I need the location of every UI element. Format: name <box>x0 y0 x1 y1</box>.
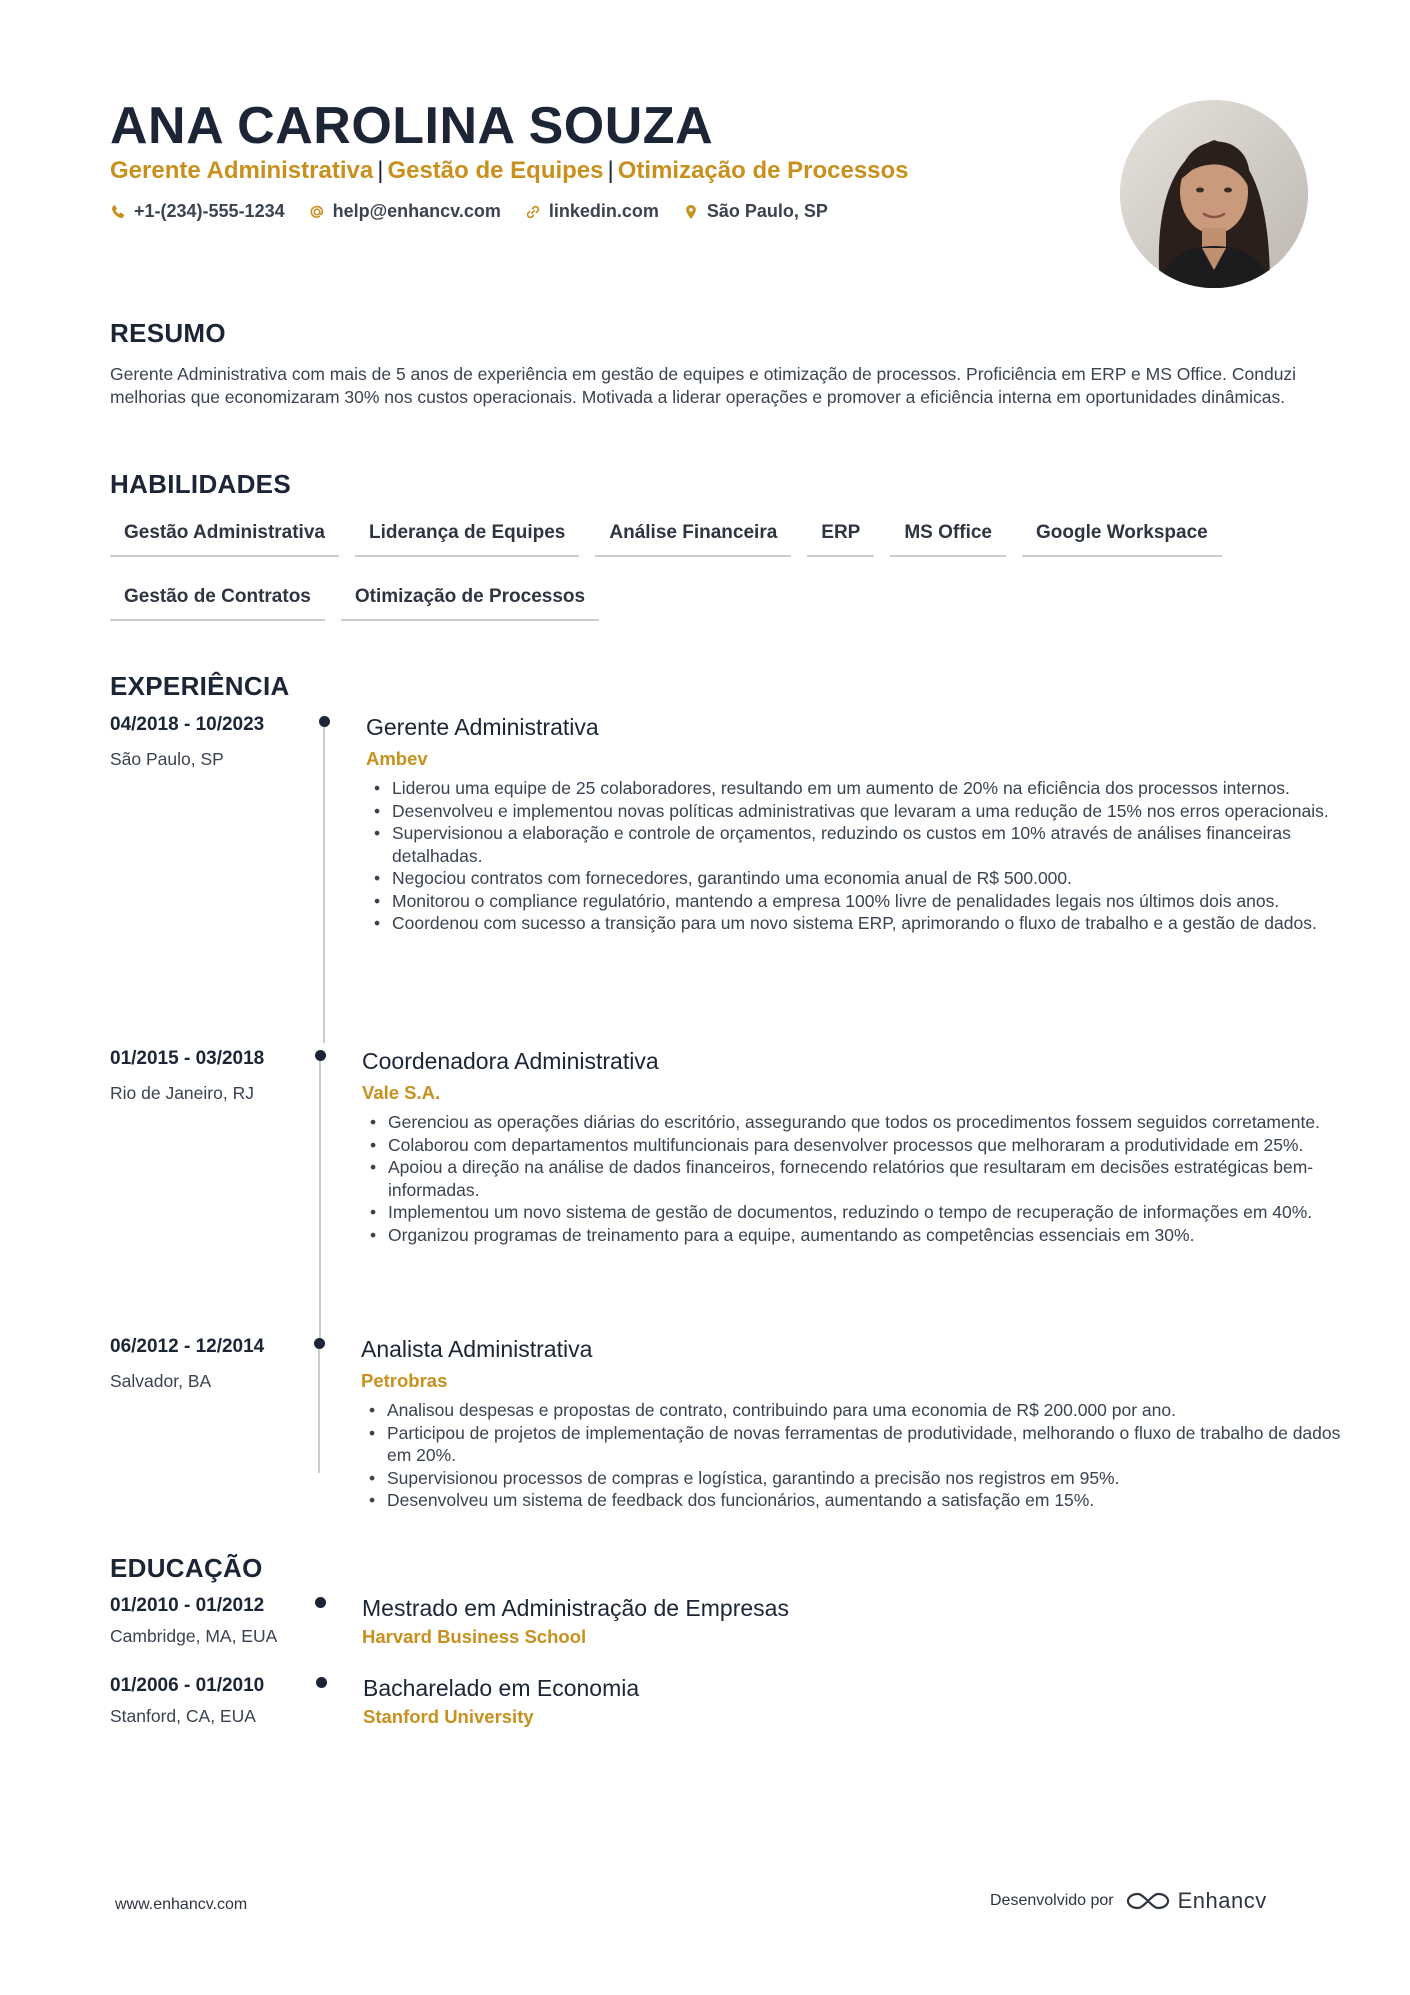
timeline-line <box>319 1061 321 1338</box>
at-sign-icon <box>309 204 325 220</box>
entry-dates: 04/2018 - 10/2023 <box>110 714 265 735</box>
skills-heading: HABILIDADES <box>110 469 291 499</box>
entry-location: Cambridge, MA, EUA <box>110 1626 278 1646</box>
bullet-item: • Gerenciou as operações diárias do escritório, assegurando que todos os procedimentos fossem seguidos corretamente. <box>362 1111 1367 1134</box>
timeline-line <box>318 1349 320 1473</box>
bullet-item: • Analisou despesas e propostas de contrato, contribuindo para uma economia de R$ 200.000 por ano. <box>361 1399 1366 1422</box>
timeline-line <box>323 727 325 1043</box>
entry-role: Coordenadora Administrativa <box>362 1048 659 1074</box>
bullet-item: • Supervisionou a elaboração e controle de orçamentos, reduzindo os custos em 10% através de análises financeiras detalhadas. <box>366 822 1371 867</box>
entry-location: Salvador, BA <box>110 1371 212 1391</box>
education-degree: Mestrado em Administração de Empresas <box>362 1595 789 1621</box>
bullet-item: • Desenvolveu e implementou novas políticas administrativas que levaram a uma redução de 15% nos erros operacionais. <box>366 800 1371 823</box>
headline-separator: | <box>607 157 614 184</box>
bullet-item: • Organizou programas de treinamento para a equipe, aumentando as competências essenciais em 30%. <box>362 1224 1367 1247</box>
headline-part: Gestão de Equipes <box>387 157 604 184</box>
skill-tag: Gestão Administrativa <box>110 516 339 557</box>
entry-bullets <box>361 1399 1366 1512</box>
footer-branding <box>990 1888 1267 1914</box>
bullet-item: • Apoiou a direção na análise de dados financeiros, fornecendo relatórios que resultaram em decisões estratégicas bem-informadas. <box>362 1156 1367 1201</box>
contact-bar <box>110 201 828 222</box>
summary-heading: RESUMO <box>110 318 226 348</box>
headline <box>110 157 909 185</box>
education-school: Harvard Business School <box>362 1626 587 1647</box>
education-degree: Bacharelado em Economia <box>363 1675 640 1701</box>
entry-role: Analista Administrativa <box>361 1336 593 1362</box>
email-text: help@enhancv.com <box>332 201 501 221</box>
timeline-dot <box>319 716 330 727</box>
entry-dates: 01/2015 - 03/2018 <box>110 1048 265 1069</box>
profile-portrait <box>1120 100 1308 288</box>
contact-email[interactable] <box>309 201 501 222</box>
entry-location: Stanford, CA, EUA <box>110 1706 256 1726</box>
bullet-item: • Negociou contratos com fornecedores, garantindo uma economia anual de R$ 500.000. <box>366 867 1371 890</box>
contact-phone[interactable] <box>110 201 285 222</box>
contact-location <box>683 201 828 222</box>
bullet-item: • Supervisionou processos de compras e logística, garantindo a precisão nos registros em 95%. <box>361 1467 1366 1490</box>
headline-separator: | <box>377 157 384 184</box>
entry-company: Ambev <box>366 748 428 769</box>
contact-linkedin[interactable] <box>525 201 659 222</box>
bullet-item: • Monitorou o compliance regulatório, mantendo a empresa 100% livre de penalidades legais nos últimos dois anos. <box>366 890 1371 913</box>
entry-location: São Paulo, SP <box>110 749 224 769</box>
education-heading: EDUCAÇÃO <box>110 1553 263 1583</box>
entry-company: Petrobras <box>361 1370 448 1391</box>
footer-website[interactable]: www.enhancv.com <box>115 1896 248 1913</box>
skill-tag: Análise Financeira <box>595 516 791 557</box>
location-pin-icon <box>683 204 699 220</box>
enhancv-logo-icon <box>1126 1890 1170 1912</box>
bullet-item: • Implementou um novo sistema de gestão de documentos, reduzindo o tempo de recuperação de informações em 40%. <box>362 1201 1367 1224</box>
skill-tag: MS Office <box>890 516 1006 557</box>
timeline-dot <box>316 1677 327 1688</box>
candidate-name: ANA CAROLINA SOUZA <box>110 97 714 155</box>
headline-part: Gerente Administrativa <box>110 157 374 184</box>
timeline-dot <box>314 1338 325 1349</box>
bullet-item: • Coordenou com sucesso a transição para um novo sistema ERP, aprimorando o fluxo de trabalho e a gestão de dados. <box>366 912 1371 935</box>
entry-dates: 06/2012 - 12/2014 <box>110 1336 265 1357</box>
headline-part: Otimização de Processos <box>617 157 909 184</box>
experience-heading: EXPERIÊNCIA <box>110 671 290 701</box>
skill-tag: Google Workspace <box>1022 516 1222 557</box>
entry-bullets <box>366 777 1371 935</box>
timeline-dot <box>315 1597 326 1608</box>
summary-text: Gerente Administrativa com mais de 5 anos de experiência em gestão de equipes e otimização de processos. Proficiência em ERP e MS Office. Conduzi melhorias que economizaram 30% nos custos operacionais. Motivada a liderar operações e promover a eficiência interna em oportunidades dinâmicas. <box>110 364 1297 407</box>
skills-list <box>110 516 1310 621</box>
entry-dates: 01/2006 - 01/2010 <box>110 1675 265 1696</box>
bullet-item: • Desenvolveu um sistema de feedback dos funcionários, aumentando a satisfação em 15%. <box>361 1489 1366 1512</box>
entry-role: Gerente Administrativa <box>366 714 599 740</box>
linkedin-text: linkedin.com <box>548 201 659 221</box>
entry-bullets <box>362 1111 1367 1246</box>
phone-icon <box>110 204 126 220</box>
phone-text: +1-(234)-555-1234 <box>134 201 285 221</box>
skill-tag: ERP <box>807 516 874 557</box>
link-icon <box>525 204 541 220</box>
bullet-item: • Colaborou com departamentos multifuncionais para desenvolver processos que melhoraram a produtividade em 25%. <box>362 1134 1367 1157</box>
skill-tag: Liderança de Equipes <box>355 516 579 557</box>
timeline-dot <box>315 1050 326 1061</box>
entry-location: Rio de Janeiro, RJ <box>110 1083 254 1103</box>
education-school: Stanford University <box>363 1706 534 1727</box>
powered-by-label: Desenvolvido por <box>990 1892 1114 1909</box>
entry-dates: 01/2010 - 01/2012 <box>110 1595 265 1616</box>
bullet-item: • Participou de projetos de implementação de novas ferramentas de produtividade, melhorando o fluxo de trabalho de dados em 20%. <box>361 1422 1366 1467</box>
location-text: São Paulo, SP <box>706 201 828 221</box>
skill-tag: Otimização de Processos <box>341 580 599 621</box>
brand-name: Enhancv <box>1177 1888 1267 1913</box>
brand-logo[interactable] <box>1126 1888 1267 1914</box>
entry-company: Vale S.A. <box>362 1082 441 1103</box>
bullet-item: • Liderou uma equipe de 25 colaboradores, resultando em um aumento de 20% na eficiência dos processos internos. <box>366 777 1371 800</box>
skill-tag: Gestão de Contratos <box>110 580 325 621</box>
profile-photo <box>1120 100 1308 288</box>
